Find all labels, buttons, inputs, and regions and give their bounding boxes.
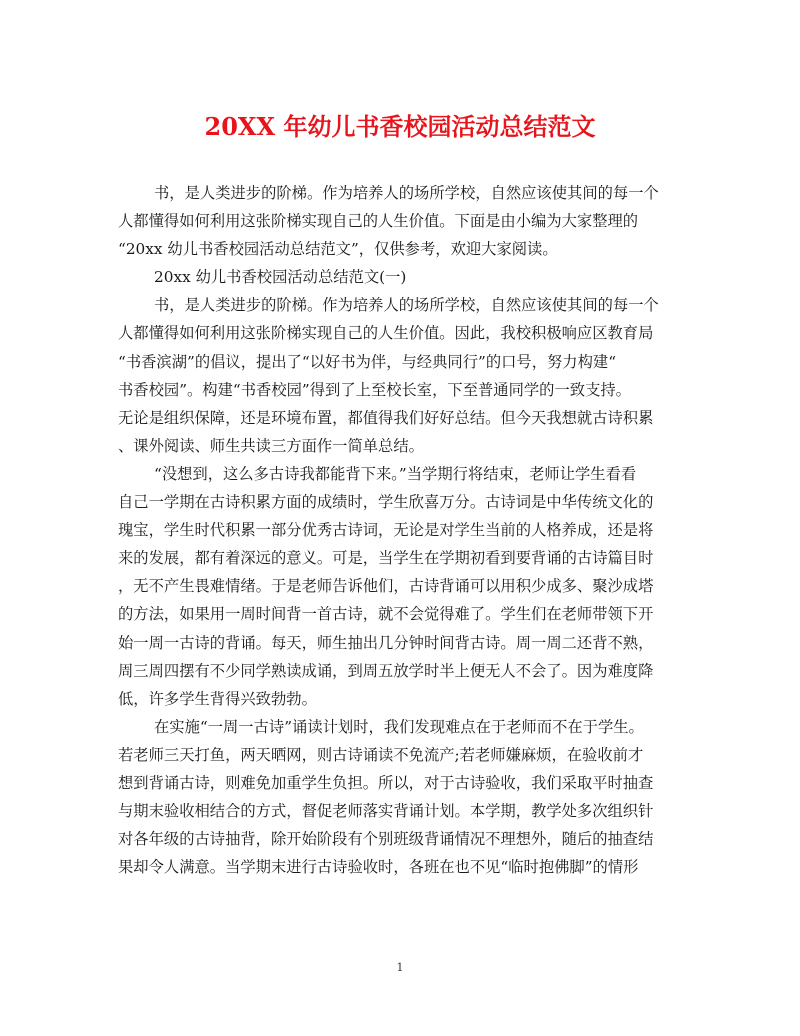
text-line: “书香滨湖”的倡议，提出了“以好书为伴，与经典同行”的口号，努力构建“ (118, 352, 617, 371)
text-line: 书香校园”。构建“书香校园”得到了上至校长室，下至普通同学的一致支持。 (118, 380, 631, 399)
paragraph (118, 179, 678, 263)
paragraph (118, 291, 678, 460)
text-line: 果却令人满意。当学期末进行古诗验收时，各班在也不见“临时抱佛脚”的情形 (118, 858, 639, 877)
text-line: 在实施“一周一古诗”诵读计划时，我们发现难点在于老师而不在于学生。 (154, 717, 644, 736)
paragraph (118, 460, 678, 713)
text-line: 无论是组织保障，还是环境布置，都值得我们好好总结。但今天我想就古诗积累 (118, 408, 654, 427)
document-title: 20XX 年幼儿书香校园活动总结范文 (204, 112, 596, 141)
text-line: 若老师三天打鱼，两天晒网，则古诗诵读不免流产;若老师嫌麻烦，在验收前才 (118, 745, 644, 764)
text-line: 想到背诵古诗，则难免加重学生负担。所以，对于古诗验收，我们采取平时抽查 (118, 773, 654, 792)
text-line: 低，许多学生背得兴致勃勃。 (118, 689, 317, 708)
page-number: 1 (396, 961, 404, 974)
text-line: 人都懂得如何利用这张阶梯实现自己的人生价值。因此，我校积极响应区教育局 (118, 324, 654, 343)
text-line: “没想到，这么多古诗我都能背下来。”当学期行将结束，老师让学生看看 (154, 464, 637, 483)
text-line: 自己一学期在古诗积累方面的成绩时，学生欣喜万分。古诗词是中华传统文化的 (118, 493, 654, 512)
text-line: 始一周一古诗的背诵。每天，师生抽出几分钟时间背古诗。周一周二还背不熟， (118, 633, 654, 652)
text-line: 周三周四摆有不少同学熟读成诵，到周五放学时半上便无人不会了。因为难度降 (118, 661, 654, 680)
text-line: 书，是人类进步的阶梯。作为培养人的场所学校，自然应该使其间的每一个 (154, 296, 659, 315)
text-line: ，无不产生畏难情绪。于是老师告诉他们，古诗背诵可以用积少成多、聚沙成塔 (118, 577, 654, 596)
text-line: 来的发展，都有着深远的意义。可是，当学生在学期初看到要背诵的古诗篇目时 (118, 549, 654, 568)
text-line: 对各年级的古诗抽背，除开始阶段有个别班级背诵情况不理想外，随后的抽查结 (118, 830, 654, 849)
text-line: 20xx 幼儿书香校园活动总结范文(一) (154, 268, 407, 287)
section-heading (118, 263, 678, 291)
text-line: 与期末验收相结合的方式，督促老师落实背诵计划。本学期，教学处多次组织针 (118, 802, 654, 821)
paragraph (118, 713, 678, 882)
text-line: 的方法，如果用一周时间背一首古诗，就不会觉得难了。学生们在老师带领下开 (118, 605, 654, 624)
text-line: 、课外阅读、师生共读三方面作一简单总结。 (118, 436, 424, 455)
text-line: 瑰宝，学生时代积累一部分优秀古诗词，无论是对学生当前的人格养成，还是将 (118, 521, 654, 540)
text-line: 书，是人类进步的阶梯。作为培养人的场所学校，自然应该使其间的每一个 (154, 184, 659, 202)
document-body (118, 179, 678, 881)
text-line: 人都懂得如何利用这张阶梯实现自己的人生价值。下面是由小编为大家整理的 (118, 212, 639, 231)
text-line: “20xx 幼儿书香校园活动总结范文”，仅供参考，欢迎大家阅读。 (118, 240, 558, 259)
